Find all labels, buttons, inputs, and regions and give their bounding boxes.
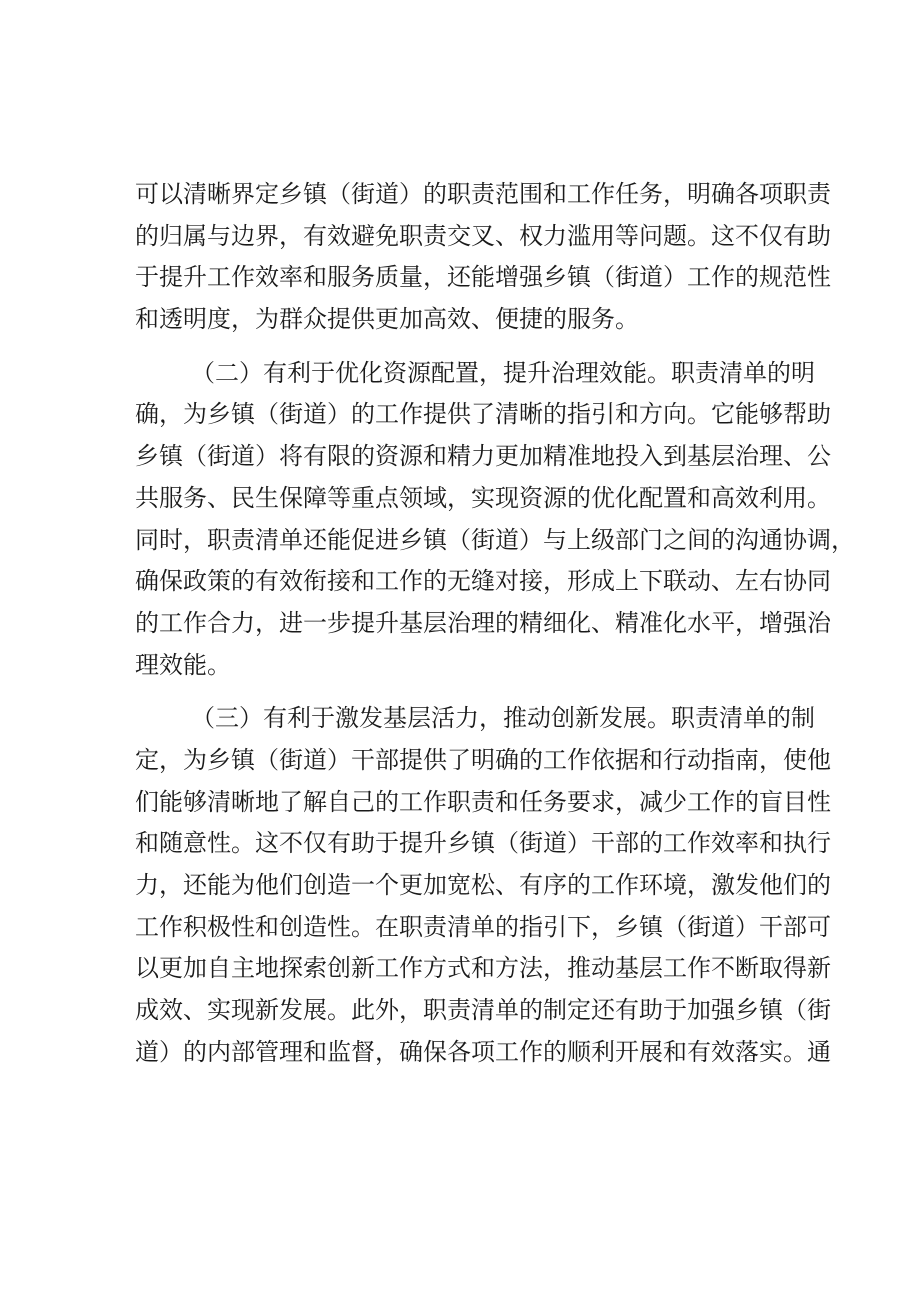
text-line: 定，为乡镇（街道）干部提供了明确的工作依据和行动指南，使他: [135, 745, 831, 774]
paragraph-3: [135, 698, 831, 1073]
text-line: 成效、实现新发展。此外，职责清单的制定还有助于加强乡镇（街: [135, 996, 831, 1025]
text-line: 道）的内部管理和监督，确保各项工作的顺利开展和有效落实。通: [135, 1037, 831, 1066]
text-line: 可以清晰界定乡镇（街道）的职责范围和工作任务，明确各项职责: [135, 180, 831, 208]
text-line: 同时，职责清单还能促进乡镇（街道）与上级部门之间的沟通协调，: [135, 525, 855, 554]
text-line: 和透明度，为群众提供更加高效、便捷的服务。: [135, 305, 639, 334]
text-line: 的归属与边界，有效避免职责交叉、权力滥用等问题。这不仅有助: [135, 221, 831, 250]
text-line: 工作积极性和创造性。在职责清单的指引下，乡镇（街道）干部可: [135, 912, 831, 941]
text-line: 确保政策的有效衔接和工作的无缝对接，形成上下联动、左右协同: [135, 567, 831, 596]
text-line: 力，还能为他们创造一个更加宽松、有序的工作环境，激发他们的: [135, 871, 831, 899]
text-line: 以更加自主地探索创新工作方式和方法，推动基层工作不断取得新: [135, 954, 831, 983]
text-line: 确，为乡镇（街道）的工作提供了清晰的指引和方向。它能够帮助: [135, 400, 831, 429]
text-line: 们能够清晰地了解自己的工作职责和任务要求，减少工作的盲目性: [135, 787, 831, 816]
text-line: 乡镇（街道）将有限的资源和精力更加精准地投入到基层治理、公: [135, 442, 831, 471]
text-line: 于提升工作效率和服务质量，还能增强乡镇（街道）工作的规范性: [135, 263, 831, 292]
text-line: 共服务、民生保障等重点领域，实现资源的优化配置和高效利用。: [135, 483, 831, 512]
text-line: 的工作合力，进一步提升基层治理的精细化、精准化水平，增强治: [135, 608, 831, 637]
paragraph-1: [135, 174, 831, 341]
document-body: [135, 174, 855, 1073]
paragraph-gap: [135, 686, 795, 698]
paragraph-gap: [135, 341, 795, 353]
text-line: （三）有利于激发基层活力，推动创新发展。职责清单的制: [191, 704, 815, 733]
text-line: 和随意性。这不仅有助于提升乡镇（街道）干部的工作效率和执行: [135, 829, 831, 858]
text-line: 理效能。: [135, 650, 231, 679]
paragraph-2: [135, 353, 855, 687]
text-line: （二）有利于优化资源配置，提升治理效能。职责清单的明: [191, 358, 815, 387]
